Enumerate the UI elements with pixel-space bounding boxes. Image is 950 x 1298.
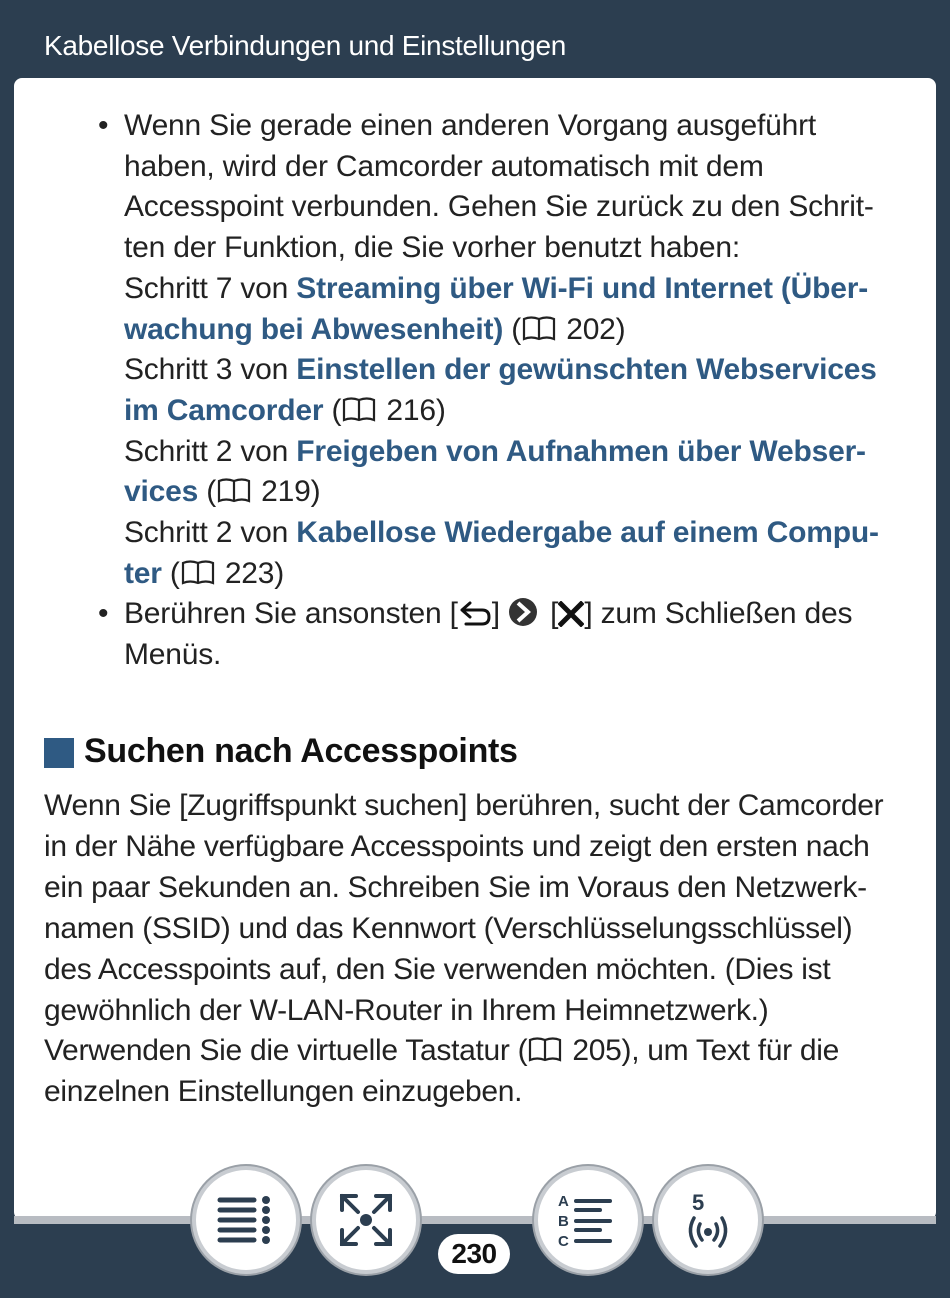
step-link-streaming-cont[interactable]: wachung bei Abwesenheit)	[124, 312, 504, 346]
page-number: 230	[438, 1234, 510, 1274]
wifi-chapter-icon	[658, 1170, 758, 1270]
step-prefix: Schritt 7 von	[124, 271, 297, 305]
text-fragment: Verwenden Sie die virtuelle Tastatur (	[44, 1034, 528, 1068]
step-prefix: Schritt 3 von	[124, 353, 297, 387]
step-link-sharing-cont[interactable]: vices	[124, 475, 199, 509]
book-icon	[522, 316, 556, 342]
index-button[interactable]	[538, 1170, 638, 1270]
fullscreen-icon	[316, 1170, 416, 1270]
text-line	[124, 594, 914, 635]
book-icon	[528, 1037, 562, 1063]
text-line: in der Nähe verfügbare Accesspoints und zeigt den ersten nach	[44, 829, 870, 863]
bullet-item-2	[124, 594, 914, 675]
step-line: vices ( 219)	[124, 475, 321, 509]
step-link-webservices[interactable]: Einstellen der gewünschten Webservices	[296, 353, 877, 387]
page-ref[interactable]: 205), um Text für die	[564, 1034, 839, 1068]
bullet-dot: •	[98, 109, 109, 142]
step-link-sharing[interactable]: Freigeben von Aufnahmen über Webser-	[296, 434, 866, 468]
chevron-right-icon	[508, 597, 542, 627]
step-line	[124, 350, 914, 391]
svg-text:A: A	[558, 1193, 569, 1210]
close-icon	[558, 601, 584, 627]
step-line	[124, 432, 914, 473]
step-prefix: Schritt 2 von	[124, 434, 297, 468]
text-line: Accesspoint verbunden. Gehen Sie zurück zu den Schrit-	[124, 190, 874, 224]
text-line: Menüs.	[124, 637, 222, 671]
text-fragment: [	[542, 597, 559, 630]
section-heading: Suchen nach Accesspoints	[84, 732, 518, 770]
contents-button[interactable]	[196, 1170, 296, 1270]
back-arrow-icon	[458, 601, 492, 627]
book-icon	[342, 397, 376, 423]
text-line: ein paar Sekunden an. Schreiben Sie im Voraus den Netzwerk-	[44, 870, 867, 904]
wifi-chapter-button[interactable]	[658, 1170, 758, 1270]
step-link-webservices-cont[interactable]: im Camcorder	[124, 393, 324, 427]
book-icon	[181, 560, 215, 586]
text-line	[44, 1031, 924, 1072]
text-line: des Accesspoints auf, den Sie verwenden möchten. (Dies ist	[44, 952, 831, 986]
bullet-item-1	[124, 106, 914, 594]
step-link-wireless-playback-cont[interactable]: ter	[124, 556, 162, 590]
page-ref[interactable]: 202)	[558, 312, 626, 346]
bullet-dot: •	[98, 597, 109, 630]
section-marker	[44, 738, 74, 768]
fullscreen-button[interactable]	[316, 1170, 416, 1270]
step-line	[124, 513, 914, 554]
text-line: gewöhnlich der W-LAN-Router in Ihrem Heimnetzwerk.)	[44, 993, 769, 1027]
step-line: im Camcorder ( 216)	[124, 393, 446, 427]
page-ref[interactable]: 223)	[216, 556, 285, 590]
text-fragment: ] zum Schließen des	[584, 597, 853, 630]
page-card	[14, 78, 936, 1220]
text-line: namen (SSID) und das Kennwort (Verschlüsselungsschlüssel)	[44, 911, 853, 945]
text-line: einzelnen Einstellungen einzugeben.	[44, 1075, 523, 1109]
footer-strip	[14, 1216, 936, 1224]
step-line	[124, 269, 914, 310]
text-line: haben, wird der Camcorder automatisch mit dem	[124, 149, 764, 183]
text-fragment: Berühren Sie ansonsten [	[124, 597, 458, 630]
text-line: Wenn Sie gerade einen anderen Vorgang ausgeführt	[124, 109, 817, 142]
index-icon	[538, 1170, 638, 1270]
step-link-wireless-playback[interactable]: Kabellose Wiedergabe auf einem Compu-	[296, 516, 879, 550]
svg-text:C: C	[558, 1233, 569, 1250]
text-line: ten der Funktion, die Sie vorher benutzt haben:	[124, 231, 741, 265]
text-line: Wenn Sie [Zugriffspunkt suchen] berühren, sucht der Camcorder	[44, 789, 884, 822]
svg-text:B: B	[558, 1213, 569, 1230]
step-prefix: Schritt 2 von	[124, 516, 297, 550]
text-fragment: ]	[491, 597, 509, 630]
page-ref[interactable]: 216)	[378, 393, 446, 427]
step-line: wachung bei Abwesenheit) ( 202)	[124, 312, 626, 346]
step-line: ter ( 223)	[124, 556, 285, 590]
chapter-number: 5	[692, 1190, 705, 1215]
section-paragraph	[44, 786, 924, 1113]
book-icon	[217, 478, 251, 504]
step-link-streaming[interactable]: Streaming über Wi-Fi und Internet (Über-	[296, 271, 869, 305]
contents-icon	[196, 1170, 296, 1270]
page-ref[interactable]: 219)	[253, 475, 321, 509]
chapter-title: Kabellose Verbindungen und Einstellungen	[44, 30, 566, 61]
